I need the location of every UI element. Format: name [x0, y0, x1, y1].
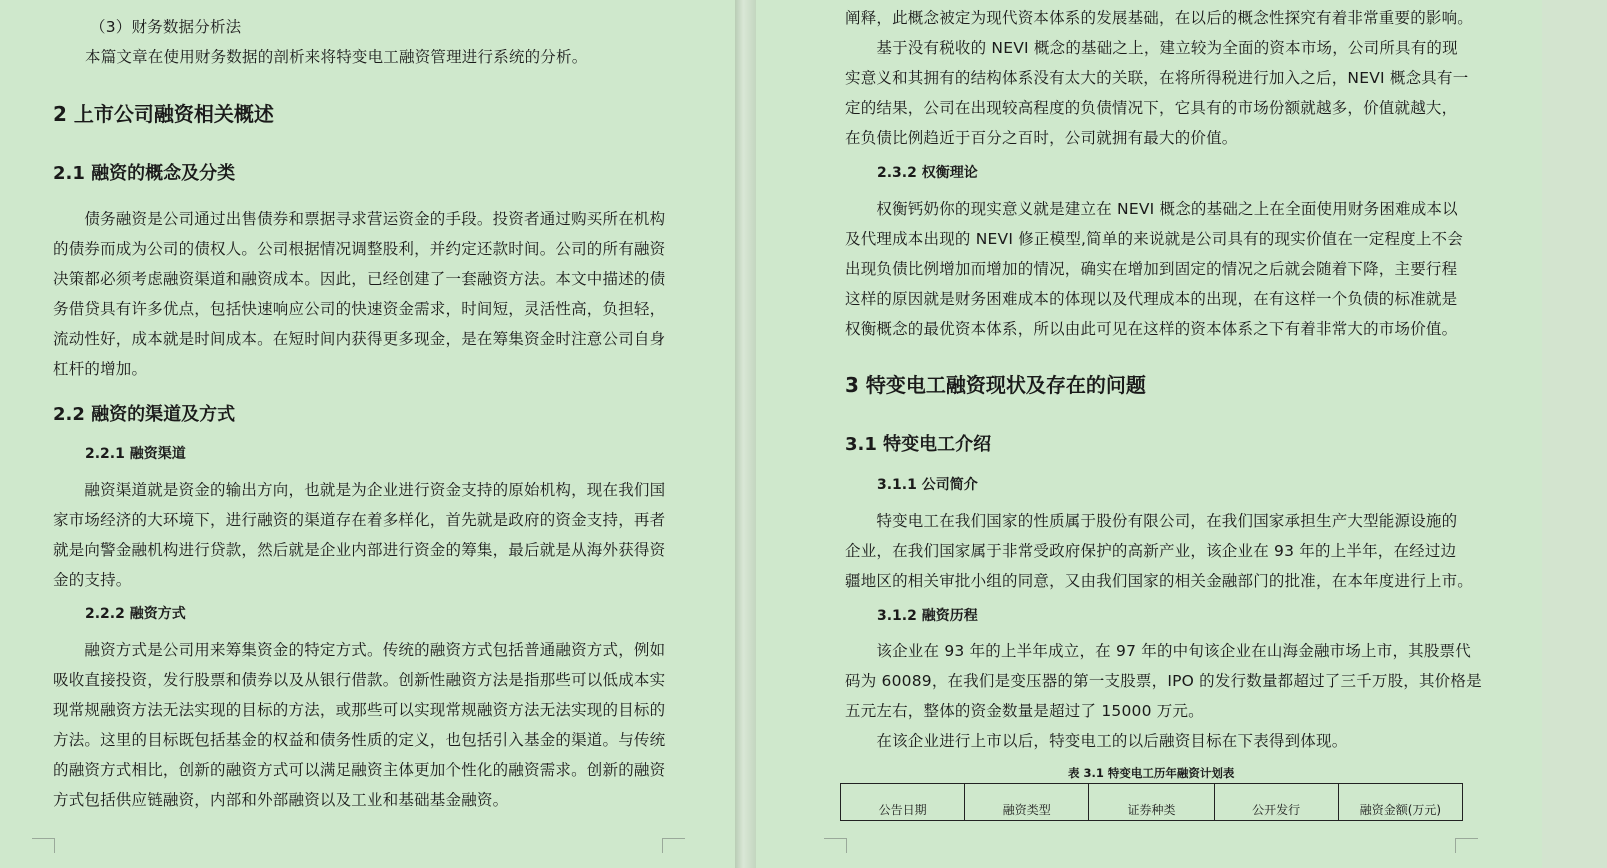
table-header-cell: 证券种类 [1089, 784, 1214, 821]
paragraph-3-1-1: 特变电工在我们国家的性质属于股份有限公司，在我们国家承担生产大型能源设施的 企业，在我们国家属于非常受政府保护的高新产业，该企业在 93 年的上半年，在经过边 疆地区的相关审批小组的同意，又由我们国家的相关金融部门的批准，在本年度进行上市。 [845, 512, 1474, 590]
page-gap [735, 0, 756, 868]
heading-2: 2 上市公司融资相关概述 [53, 102, 274, 126]
table-header-cell: 公开发行 [1214, 784, 1338, 821]
scroll-margin [1542, 0, 1607, 868]
table-header-cell: 融资类型 [965, 784, 1089, 821]
margin-corner-mark [824, 838, 847, 853]
heading-3-1-2: 3.1.2 融资历程 [877, 608, 978, 624]
paragraph-financial-analysis: 本篇文章在使用财务数据的剖析来将特变电工融资管理进行系统的分析。 [85, 48, 588, 66]
paragraph-2-2-2: 融资方式是公司用来筹集资金的特定方式。传统的融资方式包括普通融资方式，例如 吸收直接投资，发行股票和债券以及从银行借款。创新性融资方法是指那些可以低成本实 现常规融资方法无法实现的目标的方法，或那些可以实现常规融资方法无法实现的目标的 方法。这里的目标既包括基金的权益和债务性质的定义，也包括引入基金的渠道。与传统 的融资方式相比，创新的融资方式可以满足融资主体更加个性化的融资需求。创新的融资 方式包括供应链融资，内部和外部融资以及工业和基础基金融资。 [53, 641, 666, 809]
document-page-right [756, 0, 1542, 868]
paragraph-2-1: 债务融资是公司通过出售债券和票据寻求营运资金的手段。投资者通过购买所在机构 的债券而成为公司的债权人。公司根据情况调整股利，并约定还款时间。公司的所有融资 决策都必须考虑融资渠道和融资成本。因此，已经创建了一套融资方法。本文中描述的债 务借贷具有许多优点，包括快速响应公司的快速资金需求，时间短，灵活性高，负担轻， 流动性好，成本就是时间成本。在短时间内获得更多现金，是在筹集资金时注意公司自身 杠杆的增加。 [53, 210, 666, 378]
document-page-left [0, 0, 735, 868]
table-header-cell: 融资金额(万元) [1338, 784, 1462, 821]
table-header-row [841, 784, 1463, 821]
paragraph-continued: 阐释，此概念被定为现代资本体系的发展基础，在以后的概念性探究有着非常重要的影响。 [845, 9, 1474, 27]
heading-2-1: 2.1 融资的概念及分类 [53, 163, 236, 184]
heading-2-2-1: 2.2.1 融资渠道 [85, 446, 186, 462]
table-caption: 表 3.1 特变电工历年融资计划表 [1068, 766, 1235, 780]
heading-2-2-2: 2.2.2 融资方式 [85, 606, 186, 622]
paragraph-nevi: 基于没有税收的 NEVI 概念的基础之上，建立较为全面的资本市场，公司所具有的现 实意义和其拥有的结构体系没有太大的关联，在将所得税进行加入之后，NEVI 概念具有一 定的结果，公司在出现较高程度的负债情况下，它具有的市场份额就越多，价值就越大， 在负债比例趋近于百分之百时，公司就拥有最大的价值。 [845, 39, 1469, 147]
heading-3-1-1: 3.1.1 公司简介 [877, 477, 978, 493]
paragraph-table-intro: 在该企业进行上市以后，特变电工的以后融资目标在下表得到体现。 [845, 732, 1348, 750]
margin-corner-mark [662, 838, 685, 853]
margin-corner-mark [1455, 838, 1478, 853]
heading-3: 3 特变电工融资现状及存在的问题 [845, 373, 1146, 397]
heading-2-2: 2.2 融资的渠道及方式 [53, 404, 236, 425]
paragraph-3-1-2: 该企业在 93 年的上半年成立，在 97 年的中旬该企业在山海金融市场上市，其股票代 码为 60089，在我们是变压器的第一支股票，IPO 的发行数量都超过了三千万股，其价格是 五元左右，整体的资金数量是超过了 15000 万元。 [845, 642, 1482, 720]
financing-table [840, 783, 1463, 821]
heading-2-3-2: 2.3.2 权衡理论 [877, 165, 978, 181]
paragraph-2-3-2: 权衡钙奶你的现实意义就是建立在 NEVI 概念的基础之上在全面使用财务困难成本以 及代理成本出现的 NEVI 修正模型,简单的来说就是公司具有的现实价值在一定程度上不会 出现负债比例增加而增加的情况，确实在增加到固定的情况之后就会随着下降，主要行程 这样的原因就是财务困难成本的体现以及代理成本的出现，在有这样一个负债的标准就是 权衡概念的最优资本体系，所以由此可见在这样的资本体系之下有着非常大的市场价值。 [845, 200, 1463, 338]
paragraph-2-2-1: 融资渠道就是资金的输出方向，也就是为企业进行资金支持的原始机构，现在我们国 家市场经济的大环境下，进行融资的渠道存在着多样化，首先就是政府的资金支持，再者 就是向警金融机构进行贷款，然后就是企业内部进行资金的筹集，最后就是从海外获得资 金的支持。 [53, 481, 666, 589]
heading-3-1: 3.1 特变电工介绍 [845, 434, 992, 455]
table-header-cell: 公告日期 [841, 784, 965, 821]
margin-corner-mark [32, 838, 55, 853]
list-item-financial-analysis: （3）财务数据分析法 [90, 18, 242, 36]
